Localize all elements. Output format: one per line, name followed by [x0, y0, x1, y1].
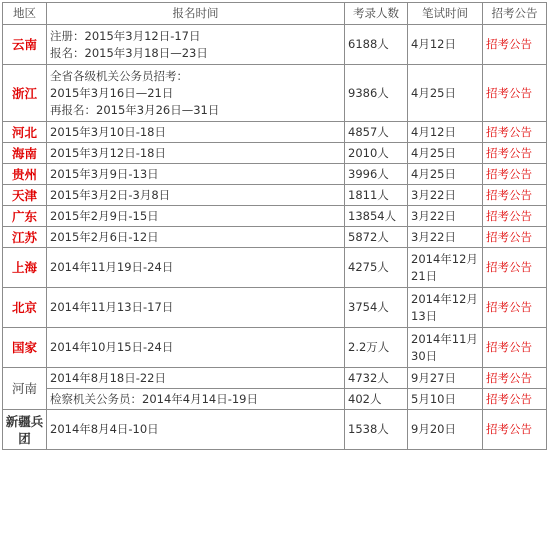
table-row	[3, 227, 547, 248]
notice-link[interactable]: 招考公告	[483, 206, 547, 227]
table-row	[3, 164, 547, 185]
exam-time-cell	[408, 25, 483, 65]
table-row	[3, 248, 547, 288]
registration-time-cell	[47, 328, 345, 368]
exam-time-cell: 9月20日	[408, 410, 483, 450]
exam-schedule-table-wrapper	[2, 2, 550, 450]
table-row	[3, 206, 547, 227]
notice-link[interactable]: 招考公告	[483, 410, 547, 450]
notice-link[interactable]: 招考公告	[483, 368, 547, 389]
region-cell: 河北	[3, 122, 47, 143]
cell-line: 4月12日	[411, 124, 456, 139]
exam-time-cell	[408, 288, 483, 328]
header-recruit-count: 考录人数	[345, 3, 408, 25]
exam-time-cell	[408, 185, 483, 206]
cell-line: 2015年3月16日—21日	[50, 85, 174, 100]
cell-line: 2015年2月6日-12日	[50, 229, 159, 244]
table-row	[3, 288, 547, 328]
cell-line: 4月25日	[411, 166, 456, 181]
registration-time-cell	[47, 65, 345, 122]
cell-line: 3月22日	[411, 187, 456, 202]
notice-link[interactable]: 招考公告	[483, 65, 547, 122]
exam-time-cell	[408, 65, 483, 122]
registration-time-cell: 检察机关公务员：2014年4月14日-19日	[47, 389, 345, 410]
exam-time-cell	[408, 328, 483, 368]
exam-schedule-table	[2, 2, 547, 450]
recruit-count-cell: 2.2万人	[345, 328, 408, 368]
cell-line: 2014年12月	[411, 291, 478, 306]
region-cell: 河南	[3, 368, 47, 410]
cell-line: 4月25日	[411, 85, 456, 100]
notice-link[interactable]: 招考公告	[483, 164, 547, 185]
cell-line: 2015年3月10日-18日	[50, 124, 166, 139]
exam-time-cell: 5月10日	[408, 389, 483, 410]
notice-link[interactable]: 招考公告	[483, 122, 547, 143]
exam-time-cell	[408, 206, 483, 227]
cell-line: 21日	[411, 268, 438, 283]
cell-line: 报名：2015年3月18日—23日	[50, 45, 208, 60]
table-row	[3, 65, 547, 122]
cell-line: 3月22日	[411, 229, 456, 244]
header-registration-time: 报名时间	[47, 3, 345, 25]
cell-line: 2014年12月	[411, 251, 478, 266]
notice-link[interactable]: 招考公告	[483, 227, 547, 248]
recruit-count-cell: 6188人	[345, 25, 408, 65]
header-exam-time: 笔试时间	[408, 3, 483, 25]
notice-link[interactable]: 招考公告	[483, 328, 547, 368]
header-row	[3, 3, 547, 25]
notice-link[interactable]: 招考公告	[483, 288, 547, 328]
registration-time-cell	[47, 185, 345, 206]
region-cell: 北京	[3, 288, 47, 328]
region-cell: 贵州	[3, 164, 47, 185]
exam-time-cell: 9月27日	[408, 368, 483, 389]
cell-line: 2014年11月13日-17日	[50, 300, 174, 314]
cell-line: 全省各级机关公务员招考：	[50, 68, 188, 83]
cell-line: 4月25日	[411, 145, 456, 160]
notice-link[interactable]: 招考公告	[483, 143, 547, 164]
cell-line: 2014年10月15日-24日	[50, 340, 174, 354]
recruit-count-cell: 402人	[345, 389, 408, 410]
table-row	[3, 25, 547, 65]
cell-line: 30日	[411, 348, 438, 363]
registration-time-cell	[47, 122, 345, 143]
cell-line: 4月12日	[411, 37, 456, 51]
notice-link[interactable]: 招考公告	[483, 185, 547, 206]
registration-time-cell: 2014年8月4日-10日	[47, 410, 345, 450]
region-cell	[3, 410, 47, 450]
region-cell: 天津	[3, 185, 47, 206]
table-row	[3, 143, 547, 164]
recruit-count-cell: 5872人	[345, 227, 408, 248]
cell-line: 新疆兵	[5, 413, 44, 429]
recruit-count-cell: 2010人	[345, 143, 408, 164]
header-region: 地区	[3, 3, 47, 25]
cell-line: 2015年3月9日-13日	[50, 166, 159, 181]
region-cell: 上海	[3, 248, 47, 288]
cell-line: 2015年3月12日-18日	[50, 145, 166, 160]
cell-line: 2014年11月	[411, 331, 478, 346]
exam-time-cell	[408, 122, 483, 143]
header-notice: 招考公告	[483, 3, 547, 25]
exam-time-cell	[408, 143, 483, 164]
region-cell: 广东	[3, 206, 47, 227]
table-row	[3, 185, 547, 206]
table-row	[3, 122, 547, 143]
notice-link[interactable]: 招考公告	[483, 248, 547, 288]
cell-line: 团	[18, 430, 31, 446]
cell-line: 再报名：2015年3月26日—31日	[50, 102, 220, 117]
table-row	[3, 410, 547, 450]
cell-line: 2014年11月19日-24日	[50, 260, 174, 274]
registration-time-cell	[47, 227, 345, 248]
registration-time-cell	[47, 164, 345, 185]
region-cell: 海南	[3, 143, 47, 164]
recruit-count-cell: 3996人	[345, 164, 408, 185]
table-row	[3, 328, 547, 368]
notice-link[interactable]: 招考公告	[483, 25, 547, 65]
table-row	[3, 368, 547, 389]
registration-time-cell: 2014年8月18日-22日	[47, 368, 345, 389]
table-row	[3, 389, 547, 410]
recruit-count-cell: 3754人	[345, 288, 408, 328]
table-body	[3, 25, 547, 450]
cell-line: 2015年3月2日-3月8日	[50, 187, 171, 202]
exam-time-cell	[408, 248, 483, 288]
region-cell: 浙江	[3, 65, 47, 122]
recruit-count-cell: 4732人	[345, 368, 408, 389]
exam-time-cell	[408, 164, 483, 185]
recruit-count-cell: 1538人	[345, 410, 408, 450]
cell-line: 13日	[411, 308, 438, 323]
registration-time-cell	[47, 288, 345, 328]
recruit-count-cell: 13854人	[345, 206, 408, 227]
recruit-count-cell: 4857人	[345, 122, 408, 143]
cell-line: 3月22日	[411, 208, 456, 223]
exam-time-cell	[408, 227, 483, 248]
registration-time-cell	[47, 206, 345, 227]
recruit-count-cell: 1811人	[345, 185, 408, 206]
registration-time-cell	[47, 25, 345, 65]
registration-time-cell	[47, 248, 345, 288]
region-cell: 江苏	[3, 227, 47, 248]
region-cell: 云南	[3, 25, 47, 65]
registration-time-cell	[47, 143, 345, 164]
recruit-count-cell: 4275人	[345, 248, 408, 288]
cell-line: 注册：2015年3月12日-17日	[50, 28, 201, 43]
region-cell: 国家	[3, 328, 47, 368]
recruit-count-cell: 9386人	[345, 65, 408, 122]
notice-link[interactable]: 招考公告	[483, 389, 547, 410]
cell-line: 2015年2月9日-15日	[50, 208, 159, 223]
